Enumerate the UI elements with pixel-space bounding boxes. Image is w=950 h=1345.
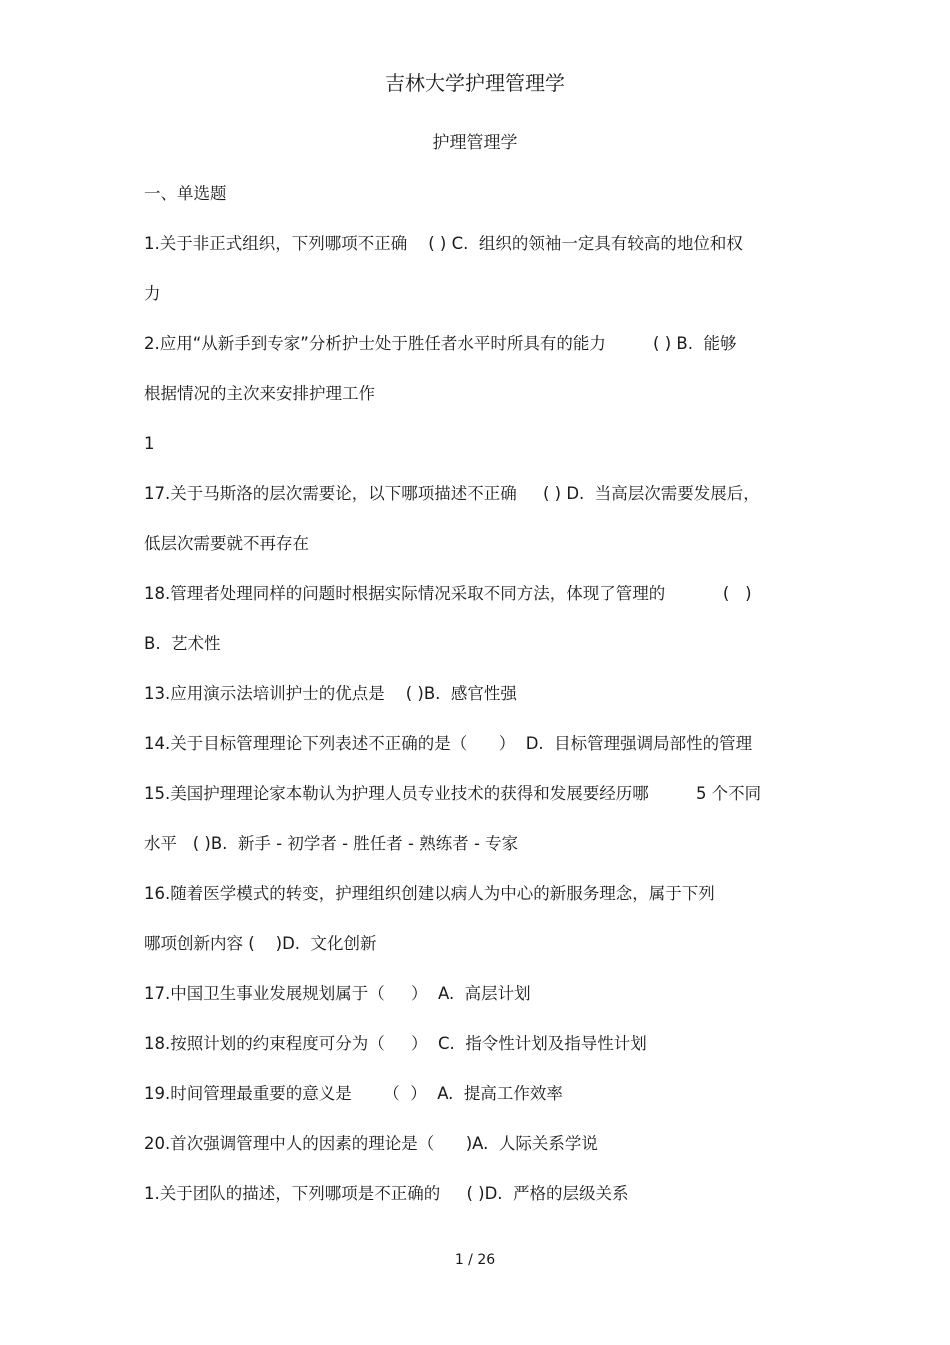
question-line: 2.应用“从新手到专家”分析护士处于胜任者水平时所具有的能力 ( ) B. 能够 (144, 334, 737, 353)
question-line: 1.关于团队的描述，下列哪项是不正确的 ( )D. 严格的层级关系 (144, 1184, 629, 1203)
question-line: 低层次需要就不再存在 (144, 534, 309, 553)
question-line: 根据情况的主次来安排护理工作 (144, 384, 375, 403)
question-line: 16.随着医学模式的转变，护理组织创建以病人为中心的新服务理念，属于下列 (144, 884, 715, 903)
question-line: 水平 ( )B. 新手 - 初学者 - 胜任者 - 熟练者 - 专家 (144, 834, 519, 853)
question-line: 17.中国卫生事业发展规划属于（ ） A. 高层计划 (144, 984, 531, 1003)
question-line: 18.管理者处理同样的问题时根据实际情况采取不同方法，体现了管理的 ( ) (144, 584, 752, 603)
question-line: 15.美国护理理论家本勒认为护理人员专业技术的获得和发展要经历哪 5 个不同 (144, 784, 762, 803)
question-line: 13.应用演示法培训护士的优点是 ( )B. 感官性强 (144, 684, 517, 703)
page-number: 1 / 26 (454, 1252, 496, 1268)
document-body (144, 181, 824, 1231)
question-line: 17.关于马斯洛的层次需要论，以下哪项描述不正确 ( ) D. 当高层次需要发展后， (144, 484, 760, 503)
document-title: 吉林大学护理管理学 (385, 71, 565, 95)
question-line: 20.首次强调管理中人的因素的理论是（ )A. 人际关系学说 (144, 1134, 598, 1153)
question-line: 哪项创新内容 ( )D. 文化创新 (144, 934, 377, 953)
question-line: 1.关于非正式组织，下列哪项不正确 ( ) C. 组织的领袖一定具有较高的地位和权 (144, 234, 743, 253)
section-heading: 一、单选题 (144, 184, 227, 203)
question-line: 19.时间管理最重要的意义是 （ ） A. 提高工作效率 (144, 1084, 563, 1103)
question-line: 18.按照计划的约束程度可分为（ ） C. 指令性计划及指导性计划 (144, 1034, 647, 1053)
question-line: 1 (144, 434, 155, 453)
document-subtitle: 护理管理学 (432, 133, 518, 153)
question-line: 14.关于目标管理理论下列表述不正确的是（ ） D. 目标管理强调局部性的管理 (144, 734, 753, 753)
question-line: B. 艺术性 (144, 634, 221, 653)
question-line: 力 (144, 284, 161, 303)
